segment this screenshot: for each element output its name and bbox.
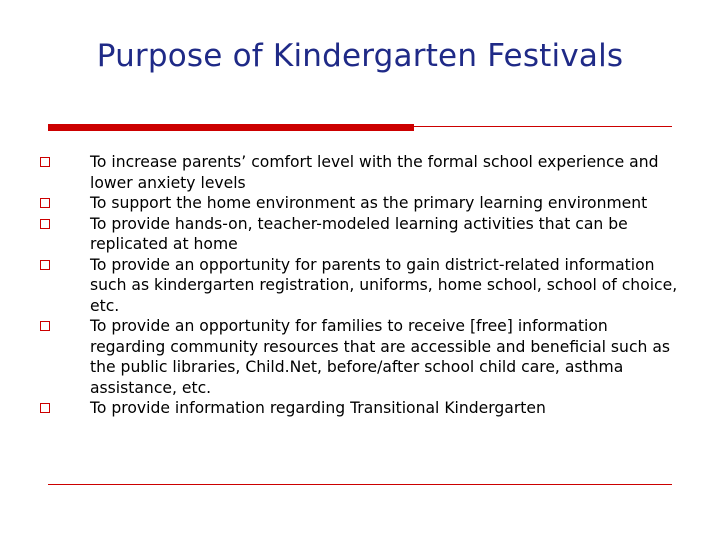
hollow-square-bullet-icon [40, 403, 50, 413]
hollow-square-bullet-icon [40, 321, 50, 331]
bullet-item [38, 255, 678, 317]
bullet-list [38, 152, 678, 419]
footer-divider [48, 484, 672, 485]
bullet-text: To support the home environment as the primary learning environment [90, 194, 648, 212]
hollow-square-bullet-icon [40, 157, 50, 167]
bullet-item [38, 193, 678, 214]
hollow-square-bullet-icon [40, 219, 50, 229]
slide-title: Purpose of Kindergarten Festivals [96, 38, 624, 74]
bullet-item [38, 214, 678, 255]
hollow-square-bullet-icon [40, 260, 50, 270]
bullet-item [38, 398, 678, 419]
title-underline-thin [414, 126, 672, 127]
bullet-text: To provide an opportunity for parents to gain district-related information such as kindergarten registration, uniforms, home school, school of choice, etc. [90, 255, 678, 315]
bullet-text: To provide an opportunity for families to receive [free] information regarding community resources that are accessible and beneficial such as the public libraries, Child.Net, before/after school child care, asthma assistance, etc. [90, 317, 671, 397]
bullet-text: To increase parents’ comfort level with the formal school experience and lower anxiety levels [90, 153, 659, 192]
hollow-square-bullet-icon [40, 198, 50, 208]
bullet-item [38, 316, 678, 398]
title-underline-thick [48, 124, 414, 131]
bullet-item [38, 152, 678, 193]
bullet-text: To provide hands-on, teacher-modeled learning activities that can be replicated at home [90, 214, 628, 253]
bullet-text: To provide information regarding Transitional Kindergarten [90, 399, 546, 417]
